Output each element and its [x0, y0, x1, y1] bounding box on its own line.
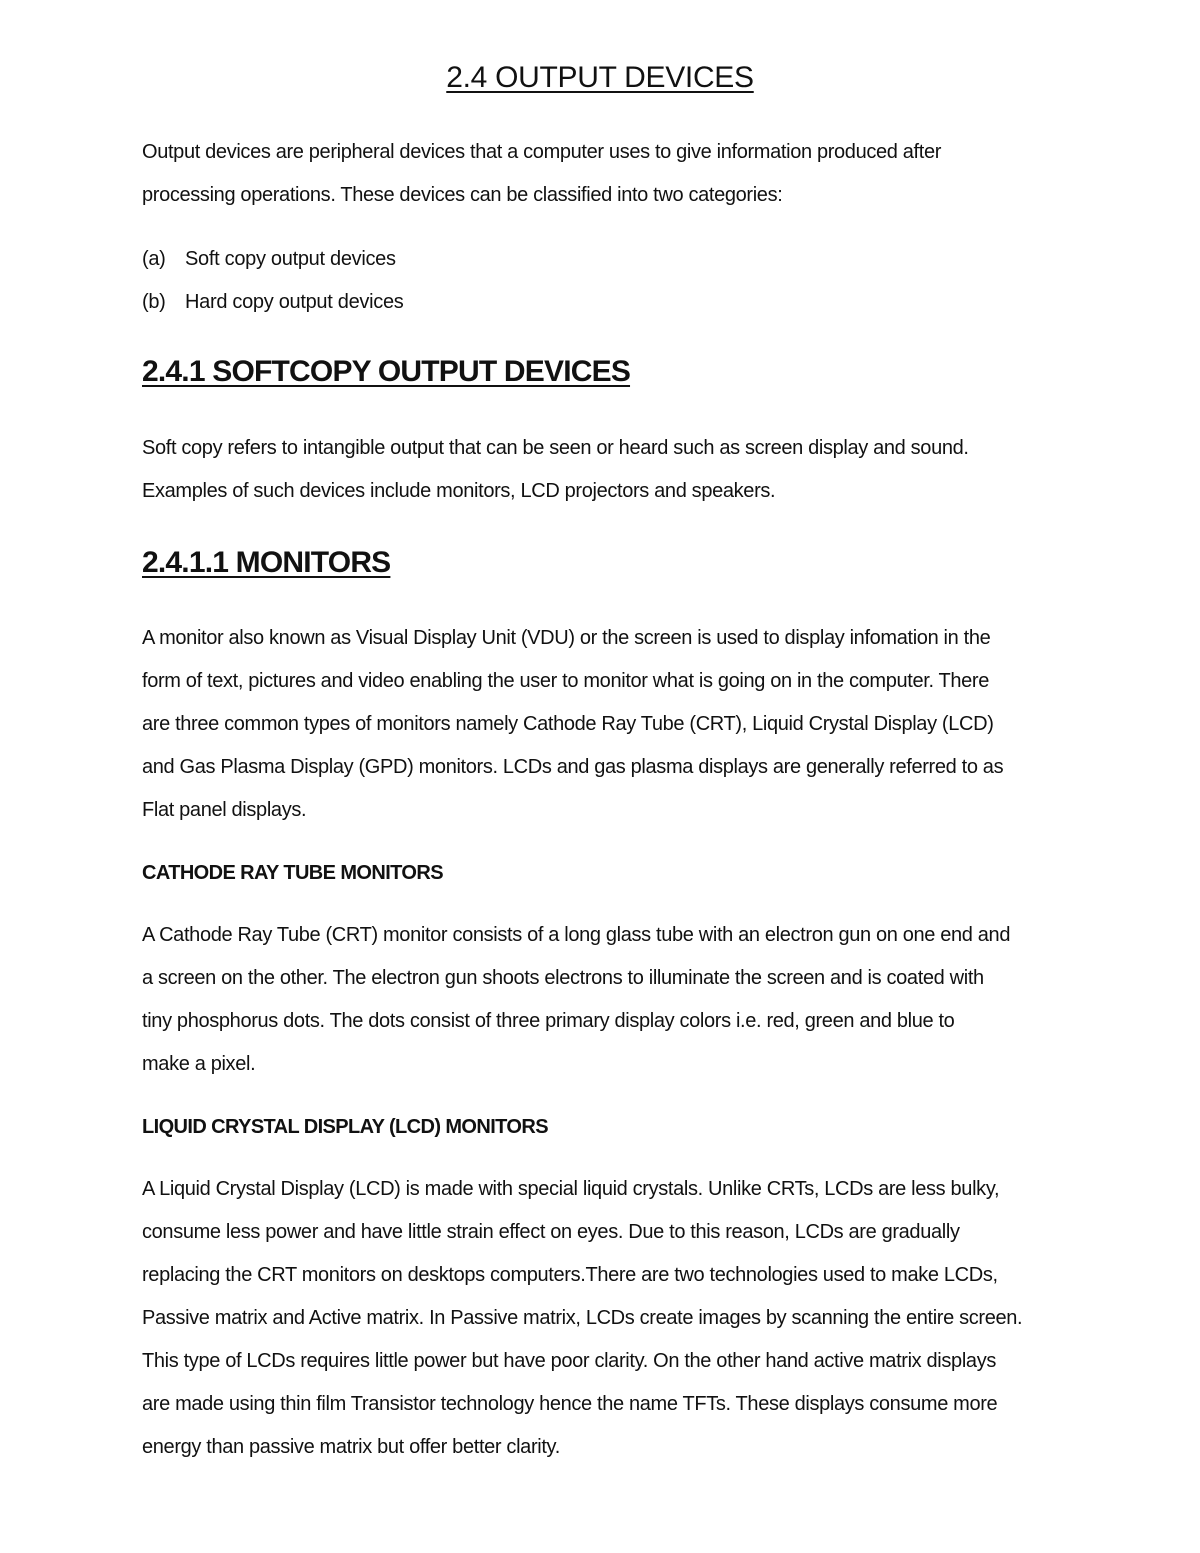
- paragraph-line: processing operations. These devices can be classified into two categories:: [142, 184, 783, 206]
- softcopy-paragraph: [142, 427, 1122, 513]
- paragraph-line: a screen on the other. The electron gun shoots electrons to illuminate the screen and is coated with: [142, 967, 984, 989]
- paragraph-line: A monitor also known as Visual Display Unit (VDU) or the screen is used to display infomation in the: [142, 627, 991, 649]
- list-item-text: Hard copy output devices: [185, 291, 404, 313]
- list-marker: (a): [142, 248, 166, 270]
- paragraph-line: This type of LCDs requires little power but have poor clarity. On the other hand active matrix displays: [142, 1350, 996, 1372]
- paragraph-line: consume less power and have little strain effect on eyes. Due to this reason, LCDs are gradually: [142, 1221, 960, 1243]
- paragraph-line: Examples of such devices include monitors, LCD projectors and speakers.: [142, 480, 776, 502]
- list-marker: (b): [142, 291, 166, 313]
- paragraph-line: replacing the CRT monitors on desktops computers.There are two technologies used to make LCDs,: [142, 1264, 998, 1286]
- page-title: 2.4 OUTPUT DEVICES: [446, 61, 754, 94]
- paragraph-line: A Liquid Crystal Display (LCD) is made with special liquid crystals. Unlike CRTs, LCDs are less bulky,: [142, 1178, 1000, 1200]
- list-item-text: Soft copy output devices: [185, 248, 396, 270]
- paragraph-line: Passive matrix and Active matrix. In Passive matrix, LCDs create images by scanning the entire screen.: [142, 1307, 1023, 1329]
- paragraph-line: form of text, pictures and video enabling the user to monitor what is going on in the computer. There: [142, 670, 990, 692]
- monitors-paragraph: [142, 617, 1122, 832]
- paragraph-line: are three common types of monitors namely Cathode Ray Tube (CRT), Liquid Crystal Display (LCD): [142, 713, 994, 735]
- paragraph-line: tiny phosphorus dots. The dots consist of three primary display colors i.e. red, green and blue to: [142, 1010, 955, 1032]
- list-item: [142, 288, 403, 316]
- lcd-paragraph: [142, 1168, 1122, 1469]
- paragraph-line: and Gas Plasma Display (GPD) monitors. LCDs and gas plasma displays are generally referred to as: [142, 756, 1004, 778]
- section-heading: 2.4.1 SOFTCOPY OUTPUT DEVICES: [142, 355, 631, 388]
- paragraph-line: make a pixel.: [142, 1053, 256, 1075]
- list-item: [142, 245, 396, 273]
- paragraph-line: energy than passive matrix but offer better clarity.: [142, 1436, 560, 1458]
- subsection-heading: LIQUID CRYSTAL DISPLAY (LCD) MONITORS: [142, 1116, 548, 1138]
- paragraph-line: are made using thin film Transistor technology hence the name TFTs. These displays consume more: [142, 1393, 998, 1415]
- paragraph-line: A Cathode Ray Tube (CRT) monitor consists of a long glass tube with an electron gun on one end and: [142, 924, 1011, 946]
- intro-paragraph: [142, 131, 1122, 217]
- paragraph-line: Flat panel displays.: [142, 799, 307, 821]
- section-heading: 2.4.1.1 MONITORS: [142, 546, 391, 579]
- paragraph-line: Output devices are peripheral devices that a computer uses to give information produced after: [142, 141, 942, 163]
- crt-paragraph: [142, 914, 1122, 1086]
- subsection-heading: CATHODE RAY TUBE MONITORS: [142, 862, 443, 884]
- paragraph-line: Soft copy refers to intangible output that can be seen or heard such as screen display and sound.: [142, 437, 969, 459]
